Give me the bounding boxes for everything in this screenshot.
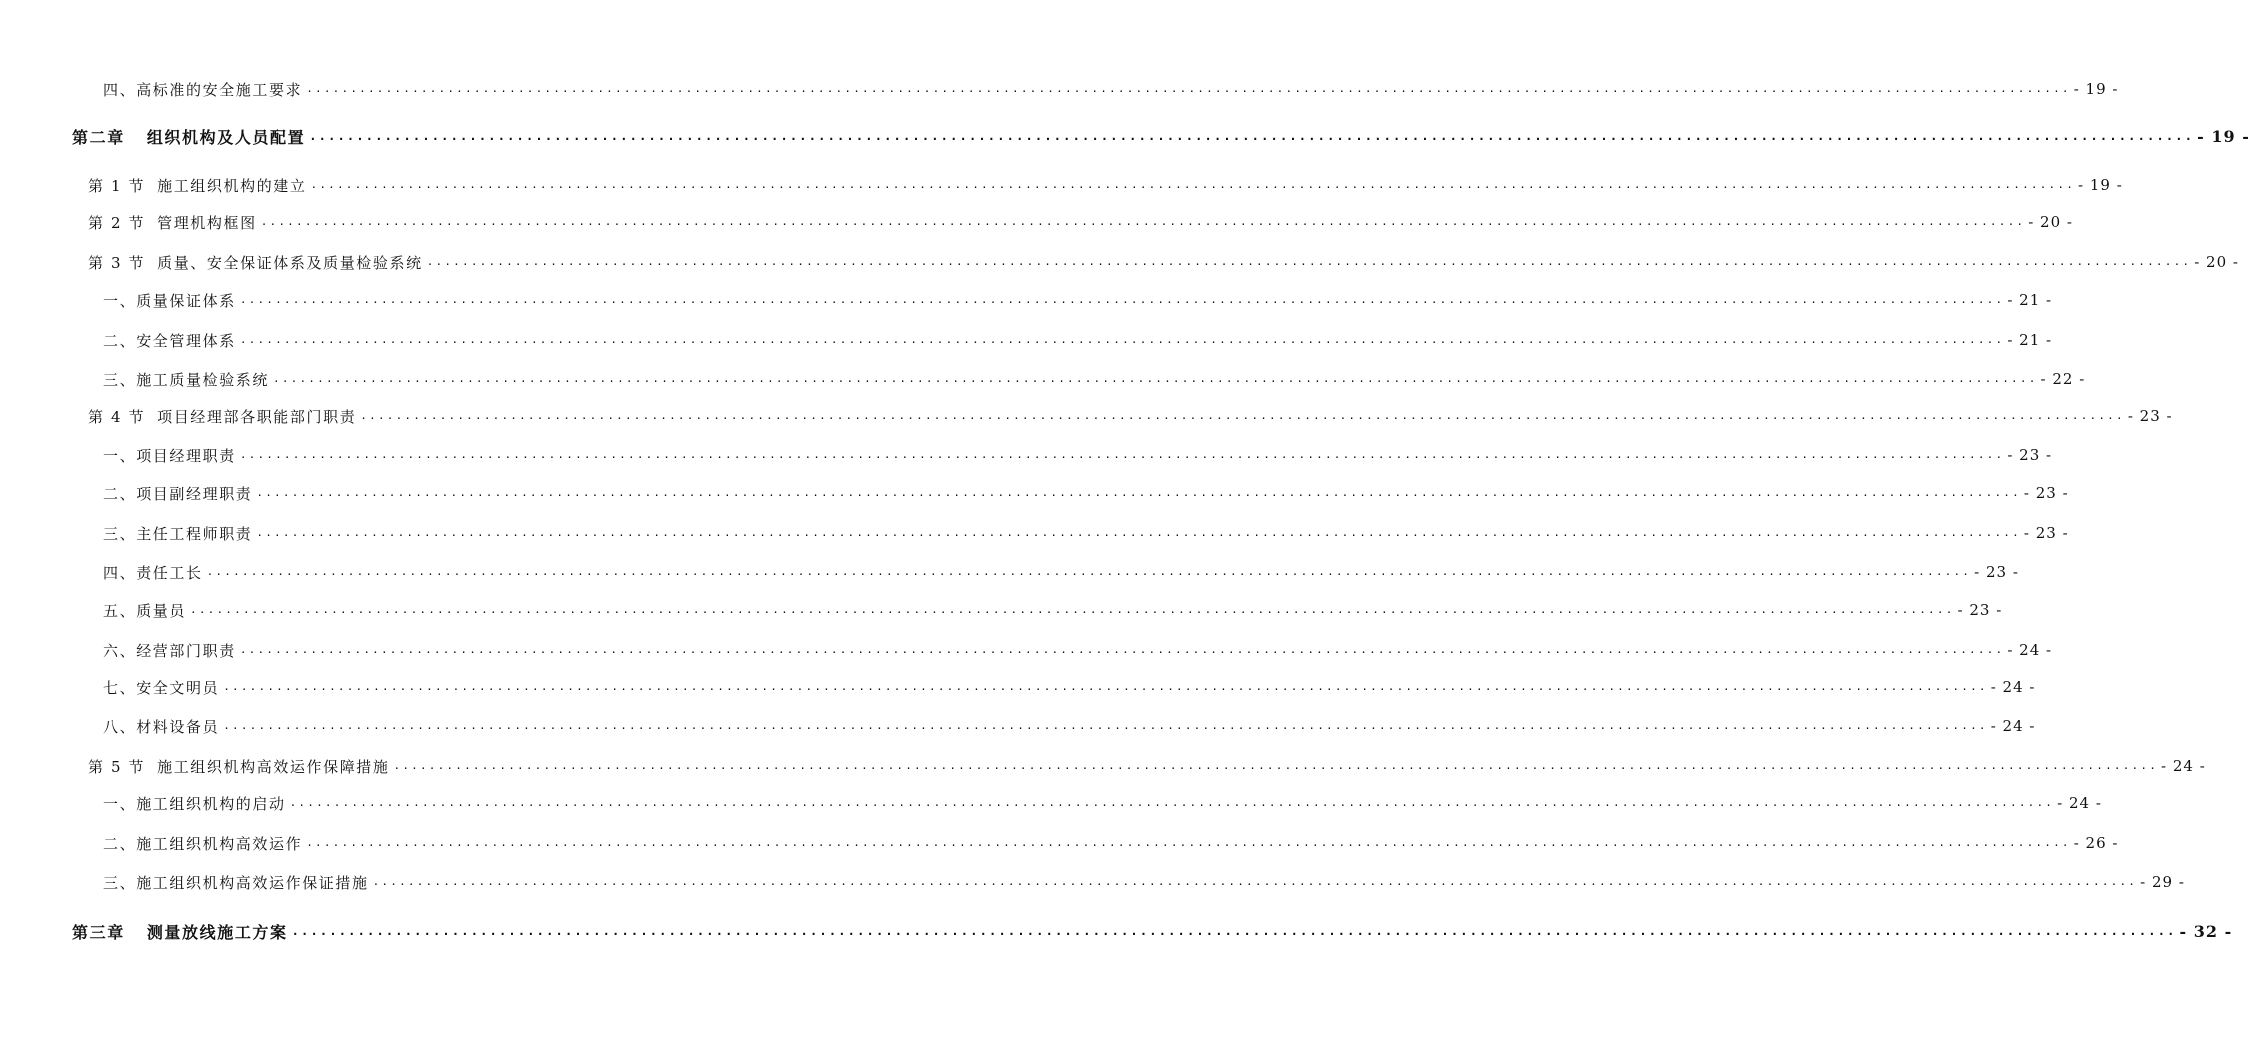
toc-page-number: - 26 - bbox=[2073, 834, 2119, 852]
toc-entry-title bbox=[103, 562, 203, 583]
toc-entry-title bbox=[103, 677, 219, 698]
dot-leader: ........................................................................................................................................................................................................ bbox=[372, 875, 2138, 888]
toc-entry-title bbox=[72, 920, 288, 943]
toc-entry-title bbox=[88, 756, 390, 777]
toc-entry-text: 管理机构框图 bbox=[157, 213, 257, 232]
toc-entry-text: 三、施工组织机构高效运作保证措施 bbox=[103, 873, 369, 892]
toc-entry-title bbox=[103, 600, 186, 621]
toc-page-number: - 19 - bbox=[2073, 80, 2119, 98]
toc-page-number: - 23 - bbox=[2007, 446, 2053, 464]
toc-entry-text: 七、安全文明员 bbox=[103, 678, 220, 697]
dot-leader: ........................................................................................................................................................................................................ bbox=[310, 178, 2076, 191]
toc-item-entry[interactable] bbox=[103, 520, 2069, 546]
toc-entry-text: 测量放线施工方案 bbox=[146, 922, 288, 942]
toc-entry-number: 第二章 bbox=[72, 127, 125, 147]
toc-entry-text: 一、施工组织机构的启动 bbox=[103, 794, 286, 813]
dot-leader: ........................................................................................................................................................................................................ bbox=[289, 796, 2055, 809]
toc-entry-title bbox=[88, 406, 356, 427]
toc-page-number: - 24 - bbox=[2057, 794, 2102, 812]
toc-page-number: - 23 - bbox=[2127, 407, 2173, 425]
toc-item-entry[interactable] bbox=[103, 637, 2053, 663]
toc-page-number: - 19 - bbox=[2197, 126, 2250, 146]
dot-leader: ........................................................................................................................................................................................................ bbox=[306, 836, 2071, 849]
toc-entry-number: 第 5 节 bbox=[88, 757, 146, 776]
toc-chapter-entry[interactable] bbox=[72, 123, 2250, 149]
toc-page-number: - 24 - bbox=[2007, 641, 2053, 659]
toc-entry-title bbox=[103, 79, 302, 100]
dot-leader: ........................................................................................................................................................................................................ bbox=[393, 759, 2159, 772]
toc-item-entry[interactable] bbox=[103, 366, 2086, 392]
toc-entry-text: 施工组织机构的建立 bbox=[157, 176, 307, 195]
dot-leader: ........................................................................................................................................................................................................ bbox=[306, 82, 2071, 95]
toc-item-entry[interactable] bbox=[103, 830, 2119, 856]
toc-item-entry[interactable] bbox=[103, 713, 2036, 739]
toc-section-entry[interactable] bbox=[88, 403, 2173, 429]
dot-leader: ........................................................................................................................................................................................................ bbox=[190, 603, 1955, 616]
toc-page-number: - 19 - bbox=[2078, 176, 2123, 194]
toc-entry-title bbox=[103, 523, 252, 544]
toc-page-number: - 23 - bbox=[1957, 601, 2003, 619]
toc-entry-title bbox=[103, 716, 219, 737]
toc-page-number: - 24 - bbox=[1990, 717, 2036, 735]
toc-section-entry[interactable] bbox=[88, 209, 2073, 235]
toc-entry-title bbox=[88, 252, 423, 273]
toc-entry-text: 项目经理部各职能部门职责 bbox=[157, 407, 357, 426]
toc-entry-text: 二、项目副经理职责 bbox=[103, 484, 253, 503]
toc-chapter-entry[interactable] bbox=[72, 918, 2233, 944]
toc-entry-number: 第 1 节 bbox=[88, 176, 146, 195]
toc-entry-text: 施工组织机构高效运作保障措施 bbox=[157, 757, 390, 776]
dot-leader: ........................................................................................................................................................................................................ bbox=[206, 565, 1972, 578]
toc-entry-text: 二、施工组织机构高效运作 bbox=[103, 834, 303, 853]
toc-page-number: - 29 - bbox=[2140, 873, 2185, 891]
toc-section-entry[interactable] bbox=[88, 249, 2239, 275]
dot-leader: ........................................................................................................................................................................................................ bbox=[239, 643, 2005, 656]
toc-entry-text: 三、施工质量检验系统 bbox=[103, 370, 270, 389]
toc-page-number: - 23 - bbox=[2023, 484, 2069, 502]
toc-page-number: - 32 - bbox=[2179, 921, 2233, 941]
toc-item-entry[interactable] bbox=[103, 287, 2053, 313]
toc-entry-text: 一、项目经理职责 bbox=[103, 446, 236, 465]
toc-entry-number: 第 3 节 bbox=[88, 253, 146, 272]
dot-leader: ........................................................................................................................................................................................................ bbox=[260, 215, 2026, 228]
toc-page-number: - 23 - bbox=[1974, 563, 2019, 581]
toc-item-entry[interactable] bbox=[103, 869, 2185, 895]
dot-leader: ........................................................................................................................................................................................................ bbox=[239, 448, 2005, 461]
toc-entry-title bbox=[103, 483, 252, 504]
toc-item-entry[interactable] bbox=[103, 597, 2003, 623]
toc-item-entry[interactable] bbox=[103, 327, 2053, 353]
toc-page-number: - 21 - bbox=[2007, 331, 2053, 349]
toc-item-entry[interactable] bbox=[103, 790, 2102, 816]
toc-item-entry[interactable] bbox=[103, 480, 2069, 506]
toc-entry-text: 六、经营部门职责 bbox=[103, 641, 236, 660]
toc-entry-title bbox=[103, 290, 236, 311]
toc-item-entry[interactable] bbox=[103, 442, 2053, 468]
toc-entry-title bbox=[88, 175, 307, 196]
toc-page-number: - 20 - bbox=[2028, 213, 2073, 231]
toc-entry-text: 三、主任工程师职责 bbox=[103, 524, 253, 543]
toc-entry-text: 八、材料设备员 bbox=[103, 717, 220, 736]
dot-leader: ........................................................................................................................................................................................................ bbox=[309, 129, 2195, 143]
toc-page-number: - 22 - bbox=[2040, 370, 2086, 388]
toc-page-number: - 24 - bbox=[1990, 678, 2036, 696]
toc-page-number: - 20 - bbox=[2194, 253, 2239, 271]
dot-leader: ........................................................................................................................................................................................................ bbox=[239, 333, 2005, 346]
toc-entry-title bbox=[103, 640, 236, 661]
toc-entry-text: 组织机构及人员配置 bbox=[146, 127, 306, 147]
dot-leader: ........................................................................................................................................................................................................ bbox=[256, 526, 2021, 539]
toc-entry-text: 质量、安全保证体系及质量检验系统 bbox=[157, 253, 423, 272]
dot-leader: ........................................................................................................................................................................................................ bbox=[223, 680, 1988, 693]
toc-item-entry[interactable] bbox=[103, 559, 2019, 585]
dot-leader: ........................................................................................................................................................................................................ bbox=[360, 409, 2125, 422]
dot-leader: ........................................................................................................................................................................................................ bbox=[426, 255, 2192, 268]
toc-item-entry[interactable] bbox=[103, 674, 2036, 700]
toc-entry-text: 四、高标准的安全施工要求 bbox=[103, 80, 303, 99]
toc-page-number: - 23 - bbox=[2023, 524, 2069, 542]
toc-entry-title bbox=[72, 125, 305, 148]
toc-entry-text: 五、质量员 bbox=[103, 601, 187, 620]
toc-section-entry[interactable] bbox=[88, 753, 2206, 779]
dot-leader: ........................................................................................................................................................................................................ bbox=[223, 719, 1988, 732]
toc-entry-title bbox=[103, 833, 302, 854]
dot-leader: ........................................................................................................................................................................................................ bbox=[239, 293, 2005, 306]
toc-entry-text: 二、安全管理体系 bbox=[103, 331, 236, 350]
toc-entry-title bbox=[103, 445, 236, 466]
toc-entry-text: 四、责任工长 bbox=[103, 563, 203, 582]
toc-page-number: - 24 - bbox=[2161, 757, 2206, 775]
toc-entry-number: 第 2 节 bbox=[88, 213, 146, 232]
toc-entry-title bbox=[103, 330, 236, 351]
toc-entry-title bbox=[88, 212, 257, 233]
toc-section-entry[interactable] bbox=[88, 172, 2123, 198]
dot-leader: ........................................................................................................................................................................................................ bbox=[273, 372, 2038, 385]
toc-entry-title bbox=[103, 872, 369, 893]
toc-page-number: - 21 - bbox=[2007, 291, 2053, 309]
dot-leader: ........................................................................................................................................................................................................ bbox=[291, 924, 2177, 938]
toc-entry-number: 第 4 节 bbox=[88, 407, 146, 426]
toc-item-entry[interactable] bbox=[103, 76, 2119, 102]
toc-entry-title bbox=[103, 369, 269, 390]
toc-entry-number: 第三章 bbox=[72, 922, 125, 942]
toc-entry-text: 一、质量保证体系 bbox=[103, 291, 236, 310]
dot-leader: ........................................................................................................................................................................................................ bbox=[256, 486, 2021, 499]
toc-entry-title bbox=[103, 793, 286, 814]
